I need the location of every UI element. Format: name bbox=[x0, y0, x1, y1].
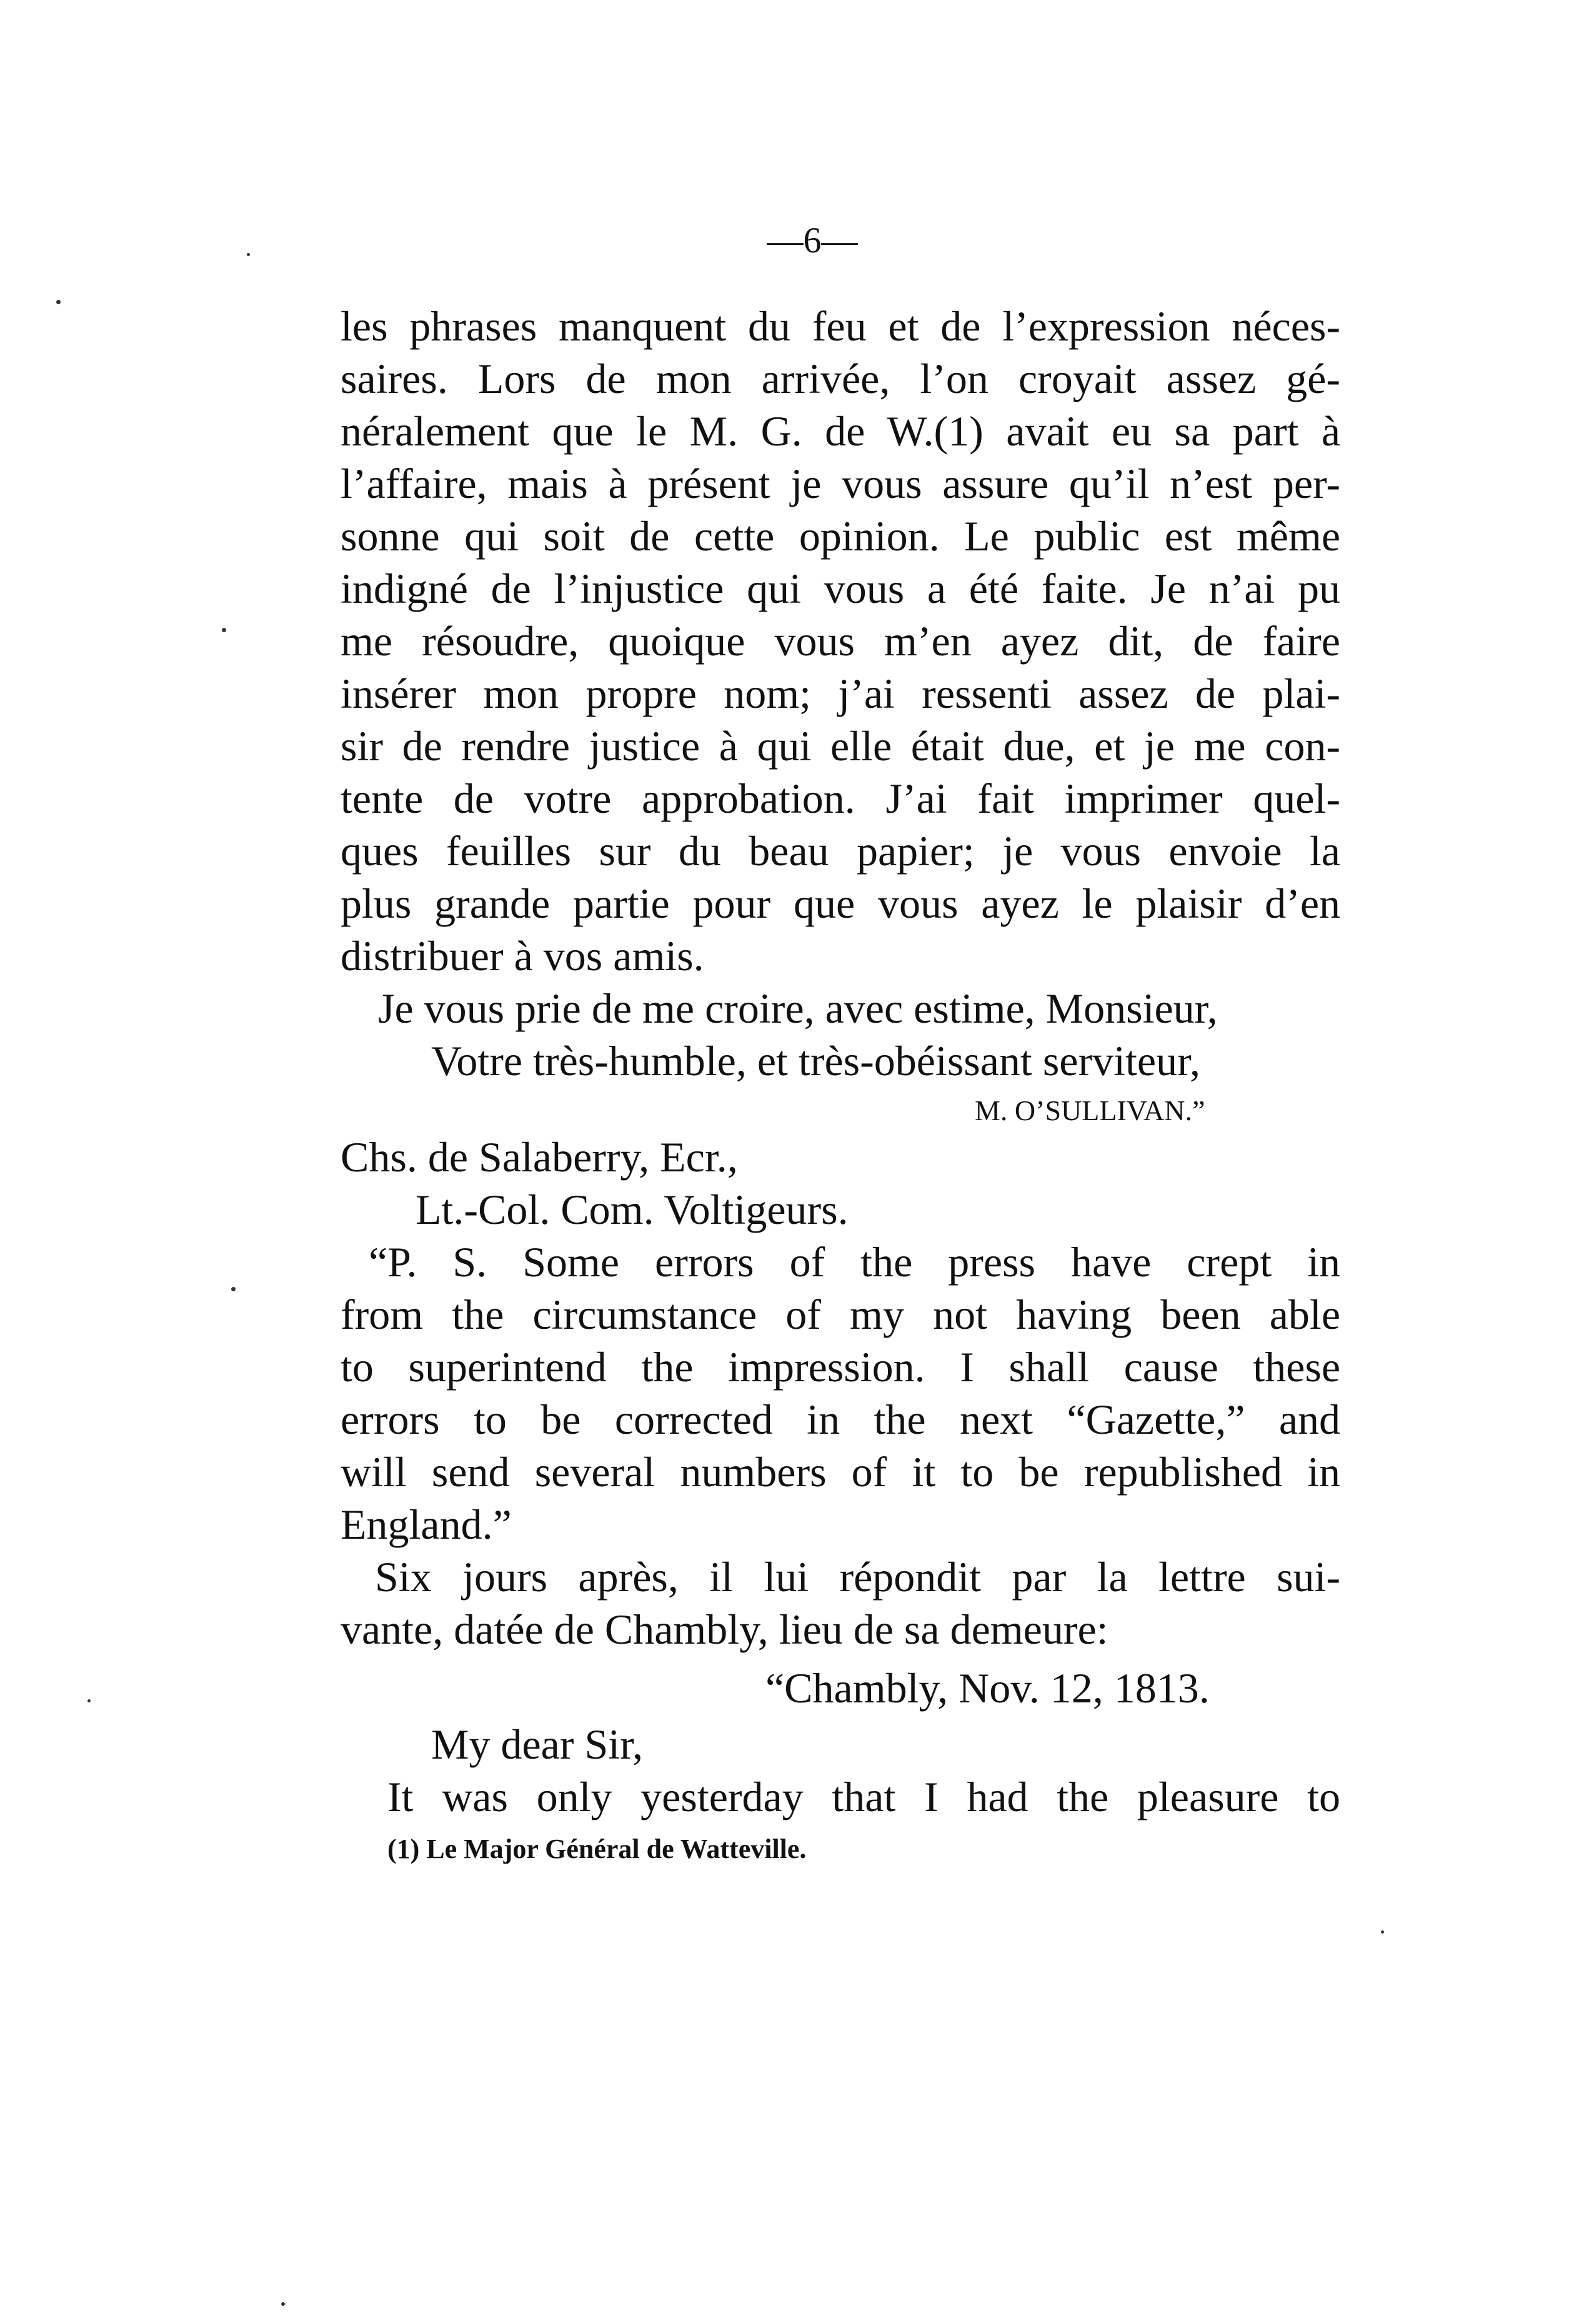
text-line-2: saires. Lors de mon arrivée, l’on croyait assez gé- bbox=[341, 355, 1340, 402]
footnote: (1) Le Major Général de Watteville. bbox=[387, 1834, 807, 1864]
page-number: —6— bbox=[767, 220, 858, 261]
text-line-10: tente de votre approbation. J’ai fait imprimer quel- bbox=[341, 775, 1340, 822]
text-line-12: plus grande partie pour que vous ayez le plaisir d’en bbox=[341, 880, 1340, 927]
signature-name: M. O’SULLIVAN.” bbox=[975, 1095, 1205, 1126]
text-line-ps-4: errors to be corrected in the next “Gazette,” and bbox=[341, 1396, 1340, 1443]
text-line-ps-3: to superintend the impression. I shall cause these bbox=[341, 1343, 1340, 1391]
letter-first-line: It was only yesterday that I had the pleasure to bbox=[387, 1773, 1340, 1820]
text-line-7: me résoudre, quoique vous m’en ayez dit, de faire bbox=[341, 617, 1340, 665]
text-line-9: sir de rendre justice à qui elle était due, et je me con- bbox=[341, 722, 1340, 770]
text-line-1: les phrases manquent du feu et de l’expression néces- bbox=[341, 302, 1340, 350]
text-line-5: sonne qui soit de cette opinion. Le public est même bbox=[341, 512, 1340, 560]
text-line-11: ques feuilles sur du beau papier; je vous envoie la bbox=[341, 827, 1340, 875]
scan-speck bbox=[1381, 1930, 1384, 1934]
addressee-name: Chs. de Salaberry, Ecr., bbox=[341, 1133, 738, 1181]
closing-signature-line: Votre très-humble, et très-obéissant serviteur, bbox=[431, 1037, 1201, 1085]
addressee-title: Lt.-Col. Com. Voltigeurs. bbox=[416, 1186, 849, 1233]
scan-speck bbox=[231, 1287, 236, 1291]
text-line-13: distribuer à vos amis. bbox=[341, 932, 704, 980]
letter-salutation: My dear Sir, bbox=[431, 1721, 644, 1768]
text-line-6: indigné de l’injustice qui vous a été faite. Je n’ai pu bbox=[341, 565, 1340, 612]
text-line-narrative-1: Six jours après, il lui répondit par la lettre sui- bbox=[375, 1553, 1340, 1601]
scan-speck bbox=[87, 1699, 91, 1702]
closing-line: Je vous prie de me croire, avec estime, Monsieur, bbox=[378, 985, 1218, 1032]
text-line-ps-6: England.” bbox=[341, 1501, 512, 1548]
scan-speck bbox=[222, 628, 226, 632]
scan-speck bbox=[247, 253, 250, 256]
scan-speck bbox=[281, 2302, 285, 2306]
scan-speck bbox=[56, 300, 61, 304]
text-line-4: l’affaire, mais à présent je vous assure qu’il n’est per- bbox=[341, 460, 1340, 507]
text-line-narrative-2: vante, datée de Chambly, lieu de sa demeure: bbox=[341, 1606, 1108, 1653]
text-line-ps-1: “P. S. Some errors of the press have crept in bbox=[369, 1238, 1340, 1286]
letter-dateline: “Chambly, Nov. 12, 1813. bbox=[765, 1664, 1210, 1712]
text-line-8: insérer mon propre nom; j’ai ressenti assez de plai- bbox=[341, 670, 1340, 717]
text-line-ps-2: from the circumstance of my not having been able bbox=[341, 1291, 1340, 1338]
text-line-ps-5: will send several numbers of it to be republished in bbox=[341, 1448, 1340, 1496]
text-line-3: néralement que le M. G. de W.(1) avait eu sa part à bbox=[341, 407, 1340, 455]
